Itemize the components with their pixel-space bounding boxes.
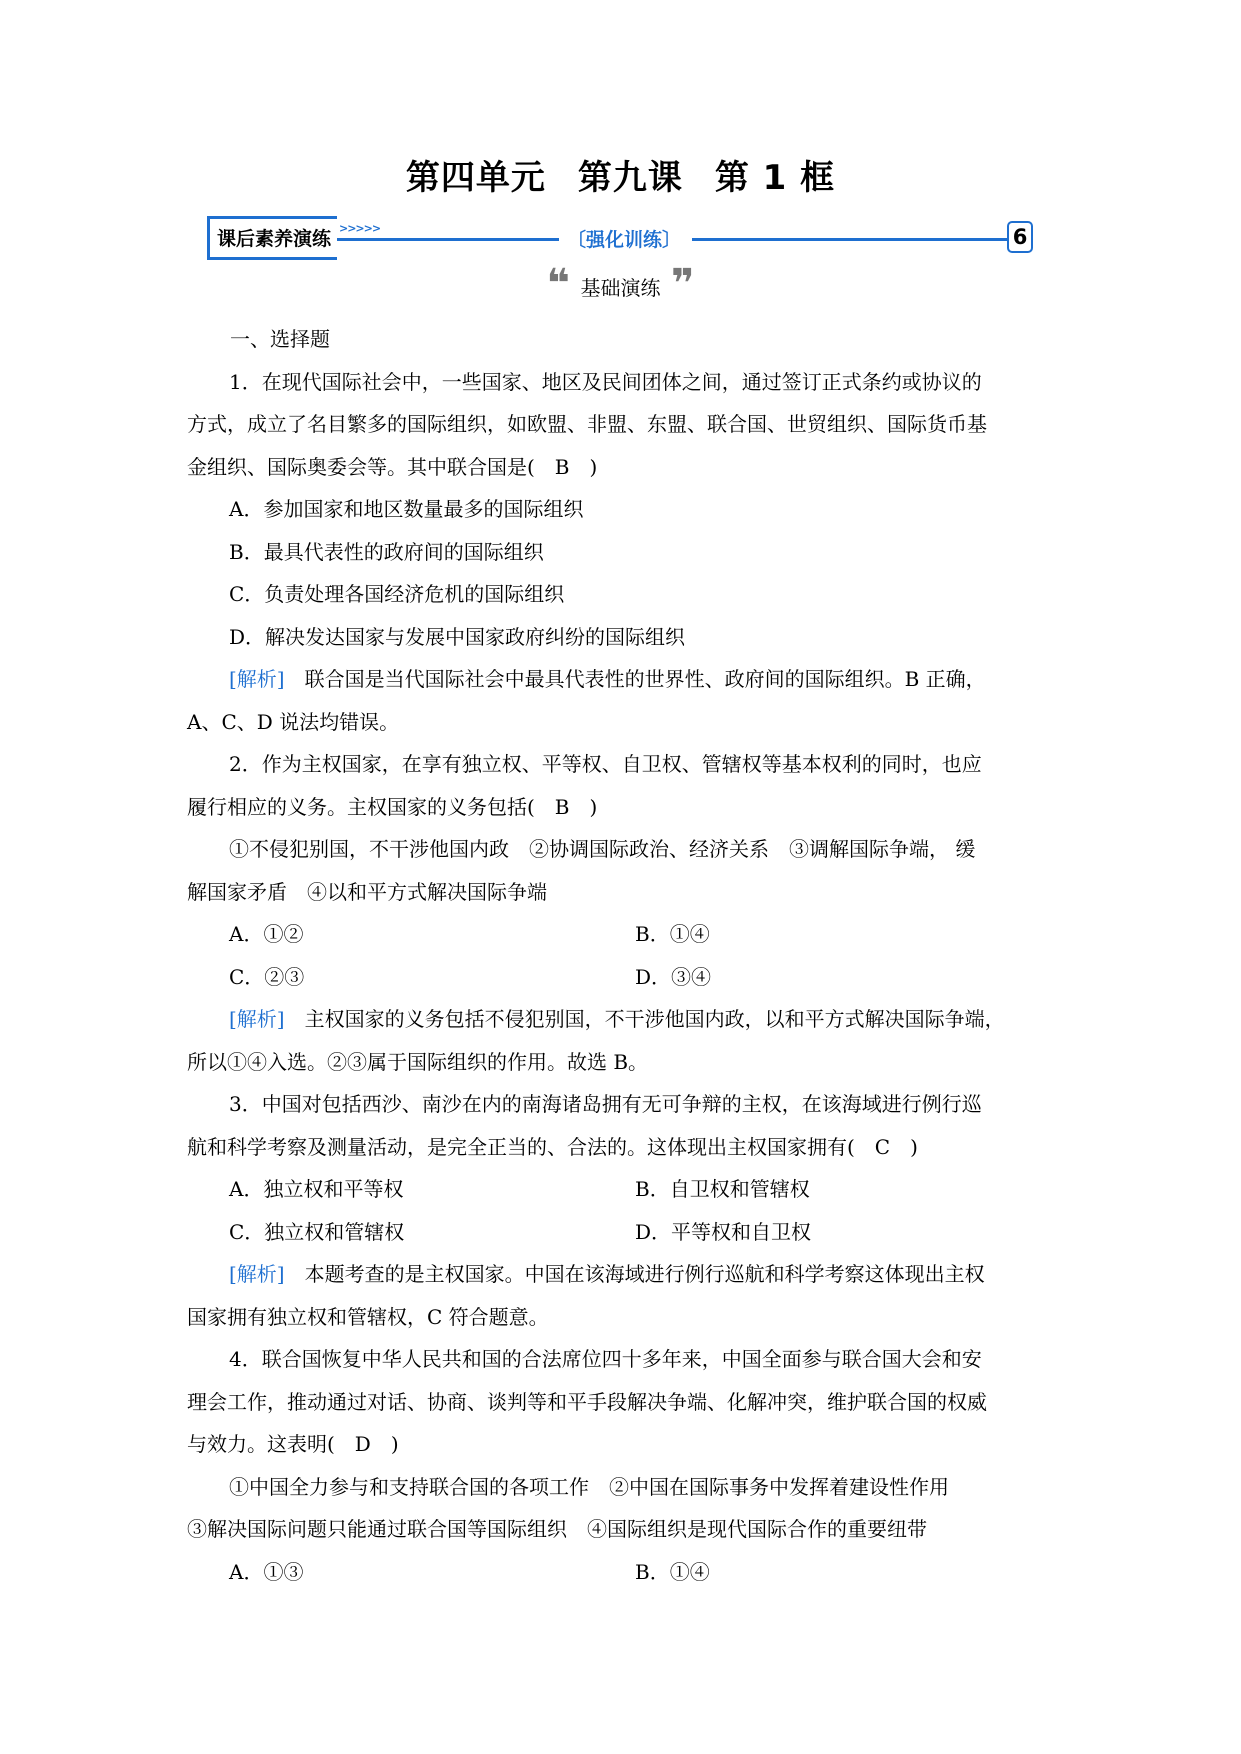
banner-line-left — [337, 238, 559, 241]
question-content — [187, 318, 1049, 1593]
q2-option: C．②③ — [229, 964, 305, 989]
q2-items: 解国家矛盾 ④以和平方式解决国际争端 — [187, 879, 547, 904]
analysis-tag: [解析] — [229, 1007, 285, 1031]
banner-line-right — [692, 238, 1007, 241]
q3-option-row — [187, 1168, 1049, 1211]
q1-line: 1．在现代国际社会中，一些国家、地区及民间团体之间，通过签订正式条约或协议的 — [229, 369, 982, 394]
analysis-tag: [解析] — [229, 667, 285, 691]
q3-option: A．独立权和平等权 — [229, 1177, 404, 1201]
quote-open-icon: ❝ — [546, 261, 570, 307]
q2-line: 履行相应的义务。主权国家的义务包括( B ) — [187, 794, 598, 819]
q1-option: D．解决发达国家与发展中国家政府纠纷的国际组织 — [229, 624, 686, 649]
q3-option: C．独立权和管辖权 — [229, 1219, 405, 1244]
q2-option-row — [187, 913, 1049, 956]
q2-line: 2．作为主权国家，在享有独立权、平等权、自卫权、管辖权等基本权利的同时，也应 — [229, 752, 982, 776]
banner-center-label: 〔强化训练〕 — [567, 229, 682, 251]
banner-number-badge: 6 — [1007, 221, 1033, 253]
q1-line: 方式，成立了名目繁多的国际组织，如欧盟、非盟、东盟、联合国、世贸组织、国际货币基 — [187, 412, 987, 436]
q2-analysis — [187, 998, 1049, 1041]
q1-option: A．参加国家和地区数量最多的国际组织 — [229, 497, 584, 521]
q2-items: ①不侵犯别国，不干涉他国内政 ②协调国际政治、经济关系 ③调解国际争端， 缓 — [229, 837, 976, 861]
title-lesson: 第九课 — [577, 158, 683, 198]
q2-analysis-cont: 所以①④入选。②③属于国际组织的作用。故选 B。 — [187, 1049, 649, 1074]
q3-analysis — [187, 1253, 1049, 1296]
q4-items: ③解决国际问题只能通过联合国等国际组织 ④国际组织是现代国际合作的重要纽带 — [187, 1517, 927, 1541]
q1-option: C．负责处理各国经济危机的国际组织 — [229, 582, 565, 606]
q1-option: B．最具代表性的政府间的国际组织 — [229, 539, 544, 564]
q2-option: D．③④ — [635, 964, 712, 989]
title-frame: 第 1 框 — [714, 158, 836, 198]
analysis-tag: [解析] — [229, 1262, 285, 1286]
q3-analysis-cont: 国家拥有独立权和管辖权，C 符合题意。 — [187, 1304, 549, 1329]
q3-option: B．自卫权和管辖权 — [635, 1177, 810, 1201]
q3-line: 航和科学考察及测量活动，是完全正当的、合法的。这体现出主权国家拥有( C ) — [187, 1134, 918, 1159]
quote-close-icon: ❞ — [671, 261, 695, 307]
q2-option-row — [187, 956, 1049, 999]
banner-arrows-icon: >>>>> — [339, 222, 381, 235]
q2-option: A．①② — [229, 922, 304, 946]
q2-option: B．①④ — [635, 922, 710, 946]
analysis-text: 主权国家的义务包括不侵犯别国，不干涉他国内政，以和平方式解决国际争端， — [284, 1007, 1005, 1031]
q4-line: 与效力。这表明( D ) — [187, 1432, 399, 1456]
q4-items: ①中国全力参与和支持联合国的各项工作 ②中国在国际事务中发挥着建设性作用 — [229, 1474, 949, 1499]
section-tag-label: 基础演练 — [580, 276, 661, 300]
q4-line: 4．联合国恢复中华人民共和国的合法席位四十多年来，中国全面参与联合国大会和安 — [229, 1347, 982, 1371]
q4-option-row — [187, 1551, 1049, 1594]
title-unit: 第四单元 — [405, 158, 546, 198]
q4-line: 理会工作，推动通过对话、协商、谈判等和平手段解决争端、化解冲突，维护联合国的权威 — [187, 1389, 987, 1414]
section-tag — [0, 261, 1241, 307]
q1-analysis — [187, 658, 1049, 701]
page-title — [0, 150, 1241, 199]
section-heading: 一、选择题 — [230, 327, 330, 351]
analysis-text: 联合国是当代国际社会中最具代表性的世界性、政府间的国际组织。B 正确， — [284, 667, 986, 691]
q3-option-row — [187, 1211, 1049, 1254]
q4-option: A．①③ — [229, 1559, 304, 1584]
analysis-text: 本题考查的是主权国家。中国在该海域进行例行巡航和科学考察这体现出主权 — [284, 1262, 985, 1286]
q3-line: 3．中国对包括西沙、南沙在内的南海诸岛拥有无可争辩的主权，在该海域进行例行巡 — [229, 1092, 982, 1116]
q4-option: B．①④ — [635, 1559, 710, 1584]
q1-analysis-cont: A、C、D 说法均错误。 — [187, 709, 400, 734]
banner-label: 课后素养演练 — [217, 228, 332, 250]
exercise-banner — [207, 216, 1039, 262]
q3-option: D．平等权和自卫权 — [635, 1219, 812, 1244]
q1-line: 金组织、国际奥委会等。其中联合国是( B ) — [187, 454, 598, 479]
